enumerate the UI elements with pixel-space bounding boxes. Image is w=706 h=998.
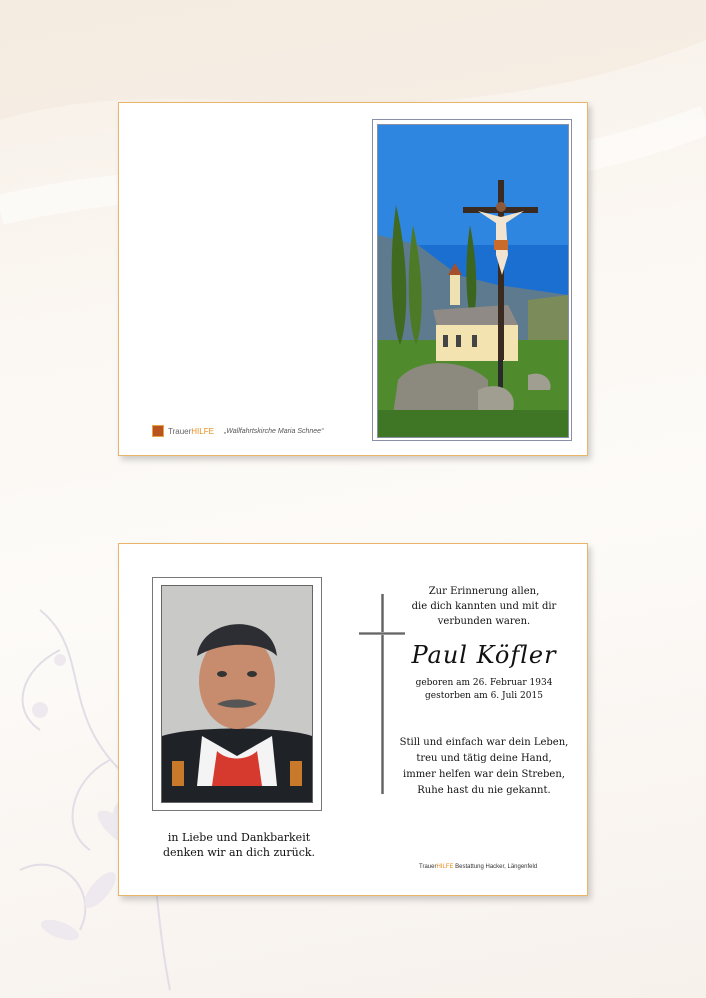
- card-inner: [118, 543, 588, 896]
- footer-credit: TrauerHILFE Bestattung Hacker, Längenfeld: [419, 864, 538, 870]
- intro-text: Zur Erinnerung allen, die dich kannten und mit dir verbunden waren.: [411, 586, 557, 627]
- logo-brand: TrauerHILFE: [168, 426, 214, 436]
- portrait-frame: [152, 577, 322, 811]
- memorial-text: [384, 584, 584, 799]
- photo-caption: „Wallfahrtskirche Maria Schnee“: [223, 427, 324, 435]
- landscape-photo-frame: [372, 119, 572, 441]
- logo-mark-icon: [152, 425, 164, 437]
- chapel-crucifix-image: [377, 124, 569, 438]
- life-dates: geboren am 26. Februar 1934 gestorben am 6. Juli 2015: [415, 678, 553, 701]
- thanks-text: in Liebe und Dankbarkeit denken wir an dich zurück.: [162, 831, 316, 859]
- portrait-photo: [161, 585, 313, 803]
- card-front: [118, 102, 588, 456]
- deceased-name: Paul Köfler: [411, 641, 557, 669]
- poem: Still und einfach war dein Leben, treu und tätig deine Hand, immer helfen war dein Streben, Ruhe hast du nie gekannt.: [399, 737, 569, 796]
- trauerhilfe-logo: [152, 425, 323, 437]
